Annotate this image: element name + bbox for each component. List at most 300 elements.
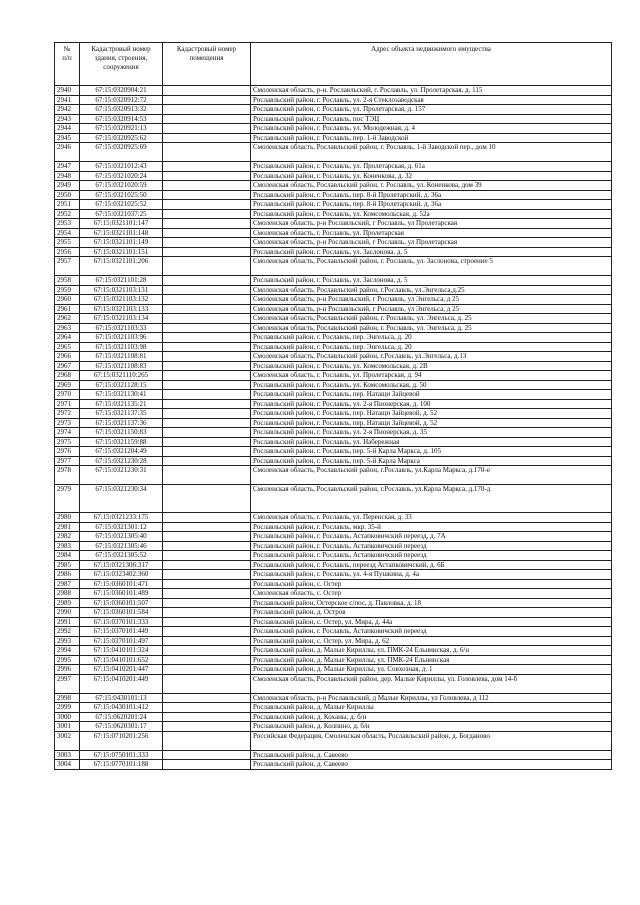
table-row	[55, 390, 612, 400]
table-row	[55, 665, 612, 675]
address: Рославльский район, г. Рославль, Астапковичский переезд	[251, 627, 612, 637]
table-row	[55, 437, 612, 447]
row-number: 2998	[55, 693, 80, 703]
row-number: 2954	[55, 228, 80, 238]
room-cadastral-number	[163, 551, 251, 561]
address: Рославльский район, с. Остер, ул. Мира, д. 44а	[251, 617, 612, 627]
row-number: 2994	[55, 646, 80, 656]
cadastral-number: 67:15:0321130:41	[80, 390, 163, 400]
table-row	[55, 304, 612, 314]
room-cadastral-number	[163, 238, 251, 248]
table-row	[55, 114, 612, 124]
table-row	[55, 314, 612, 324]
row-number: 2952	[55, 209, 80, 219]
table-row	[55, 513, 612, 523]
room-cadastral-number	[163, 190, 251, 200]
table-row	[55, 522, 612, 532]
table-row	[55, 342, 612, 352]
room-cadastral-number	[163, 295, 251, 305]
room-cadastral-number	[163, 361, 251, 371]
table-row	[55, 95, 612, 105]
table-row	[55, 86, 612, 96]
cadastral-number: 67:15:0320921:13	[80, 124, 163, 134]
cadastral-number: 67:15:0320925:62	[80, 133, 163, 143]
address: Рославльский район, г. Рославль, ул. Заслонова, д. 5	[251, 276, 612, 286]
room-cadastral-number	[163, 693, 251, 703]
address: Смоленская область, Рославльский район, г.Рославль, ул.Карла Маркса, д.170-е	[251, 466, 612, 485]
address: Рославльский район, г. Рославль, пер. Натащи Зайцевой, д. 52	[251, 418, 612, 428]
address: Рославльский район, Остерское с/пос, д. Павловка, д. 18	[251, 598, 612, 608]
row-number: 2988	[55, 589, 80, 599]
table-row	[55, 171, 612, 181]
room-cadastral-number	[163, 285, 251, 295]
cadastral-number: 67:15:0321101:148	[80, 228, 163, 238]
address: Рославльский район, г. Рославль, ул. 2-я Пионерская, д. 35	[251, 428, 612, 438]
row-number: 3001	[55, 722, 80, 732]
row-number: 2942	[55, 105, 80, 115]
row-number: 2950	[55, 190, 80, 200]
address: Смоленская область, г. Рославль, ул. Пролетарская	[251, 228, 612, 238]
table-row	[55, 560, 612, 570]
row-number: 2945	[55, 133, 80, 143]
table-row	[55, 646, 612, 656]
table-row	[55, 428, 612, 438]
address: Рославльский район, г. Рославль, ул. Пролетарская, д. 61а	[251, 162, 612, 172]
cadastral-number: 67:15:0321305:46	[80, 541, 163, 551]
address: Смоленская область, г. Рославль, ул. Перенская, д. 33	[251, 513, 612, 523]
room-cadastral-number	[163, 541, 251, 551]
table-row	[55, 541, 612, 551]
room-cadastral-number	[163, 171, 251, 181]
row-number: 2955	[55, 238, 80, 248]
room-cadastral-number	[163, 598, 251, 608]
address: Рославльский район, г. Рославль, ул. Коненкова, д. 32	[251, 171, 612, 181]
cadastral-number: 67:15:0320925:69	[80, 143, 163, 162]
cadastral-number: 67:15:0321103:98	[80, 342, 163, 352]
address: Рославльский район, г. Рославль, ул. Комсомольская, д. 52а	[251, 209, 612, 219]
cadastral-number: 67:15:0321025:50	[80, 190, 163, 200]
table-row	[55, 285, 612, 295]
row-number: 2943	[55, 114, 80, 124]
cadastral-number: 67:15:0321204:49	[80, 447, 163, 457]
room-cadastral-number	[163, 228, 251, 238]
header-address: Адрес объекта недвижимого имущества	[251, 43, 612, 86]
room-cadastral-number	[163, 437, 251, 447]
row-number: 2956	[55, 247, 80, 257]
cadastral-number: 67:15:0321305:52	[80, 551, 163, 561]
row-number: 2982	[55, 532, 80, 542]
cadastral-number: 67:15:0360101:489	[80, 589, 163, 599]
room-cadastral-number	[163, 162, 251, 172]
address: Рославльский район, г. Рославль, ул. Комсомольская, д. 2В	[251, 361, 612, 371]
header-number: № п/п	[55, 43, 80, 86]
row-number: 2962	[55, 314, 80, 324]
table-row	[55, 551, 612, 561]
cadastral-number: 67:15:0320904:21	[80, 86, 163, 96]
row-number: 3004	[55, 760, 80, 770]
row-number: 2940	[55, 86, 80, 96]
table-body	[55, 86, 612, 770]
table-row	[55, 485, 612, 513]
room-cadastral-number	[163, 276, 251, 286]
room-cadastral-number	[163, 333, 251, 343]
table-row	[55, 608, 612, 618]
address: Смоленская область, р-н Рославльский, г Рославль, ул Пролетарская	[251, 238, 612, 248]
row-number: 2996	[55, 665, 80, 675]
cadastral-number: 67:15:0620201:24	[80, 712, 163, 722]
cadastral-number: 67:15:0410201:449	[80, 674, 163, 693]
room-cadastral-number	[163, 247, 251, 257]
cadastral-number: 67:15:0321230:31	[80, 466, 163, 485]
room-cadastral-number	[163, 674, 251, 693]
row-number: 2976	[55, 447, 80, 457]
address: Рославльский район, г. Рославль, Астапковичский переезд, д. 7А	[251, 532, 612, 542]
row-number: 2992	[55, 627, 80, 637]
room-cadastral-number	[163, 181, 251, 191]
address: Рославльский район, д. Коханы, д. б/н	[251, 712, 612, 722]
address: Российская Федерация, Смоленская область, Рославльский район, д. Богданово	[251, 731, 612, 750]
cadastral-number: 67:15:0321135:21	[80, 399, 163, 409]
table-row	[55, 712, 612, 722]
table-row	[55, 352, 612, 362]
row-number: 2989	[55, 598, 80, 608]
row-number: 3002	[55, 731, 80, 750]
room-cadastral-number	[163, 636, 251, 646]
address: Рославльский район, д. Малые Кириллы, ул. Совхозная, д. 1	[251, 665, 612, 675]
address: Рославльский район, г. Рославль, пер. 1-й Заводской	[251, 133, 612, 143]
address: Смоленская область, р-н Рославльский, г Рославль, ул Энгельса, д 25	[251, 304, 612, 314]
table-row	[55, 466, 612, 485]
room-cadastral-number	[163, 627, 251, 637]
room-cadastral-number	[163, 95, 251, 105]
cadastral-number: 67:15:0320912:72	[80, 95, 163, 105]
room-cadastral-number	[163, 655, 251, 665]
room-cadastral-number	[163, 485, 251, 513]
cadastral-number: 67:15:0321037:25	[80, 209, 163, 219]
table-row	[55, 133, 612, 143]
cadastral-number: 67:15:0321101:151	[80, 247, 163, 257]
cadastral-number: 67:15:0321305:40	[80, 532, 163, 542]
room-cadastral-number	[163, 314, 251, 324]
address: Рославльский район, г. Рославль, ул. 2-я Пионерская, д. 100	[251, 399, 612, 409]
address: Смоленская область, Рославльский район, г.Рославль, ул.Энгельса,д.25	[251, 285, 612, 295]
row-number: 2969	[55, 380, 80, 390]
room-cadastral-number	[163, 257, 251, 276]
row-number: 2975	[55, 437, 80, 447]
room-cadastral-number	[163, 304, 251, 314]
row-number: 2974	[55, 428, 80, 438]
room-cadastral-number	[163, 390, 251, 400]
table-row	[55, 570, 612, 580]
cadastral-number: 67:15:0321101:206	[80, 257, 163, 276]
address: Рославльский район, д. Малые Кириллы	[251, 703, 612, 713]
room-cadastral-number	[163, 447, 251, 457]
table-row	[55, 181, 612, 191]
address: Рославльский район, г. Рославль, пер. 5-й Карла Маркса	[251, 456, 612, 466]
address: Рославльский район, г. Рославль, пер. Энгельса, д. 20	[251, 342, 612, 352]
room-cadastral-number	[163, 570, 251, 580]
table-row	[55, 276, 612, 286]
cadastral-number: 67:15:0321020:59	[80, 181, 163, 191]
room-cadastral-number	[163, 522, 251, 532]
room-cadastral-number	[163, 731, 251, 750]
table-row	[55, 143, 612, 162]
cadastral-number: 67:15:0321150:83	[80, 428, 163, 438]
cadastral-number: 67:15:0321103:33	[80, 323, 163, 333]
table-row	[55, 333, 612, 343]
cadastral-number: 67:15:0321301:12	[80, 522, 163, 532]
row-number: 2948	[55, 171, 80, 181]
cadastral-number: 67:15:0323402:360	[80, 570, 163, 580]
address: Рославльский район, д. Колпино, д. б/н	[251, 722, 612, 732]
row-number: 2972	[55, 409, 80, 419]
table-row	[55, 731, 612, 750]
address: Смоленская область, г. Рославль, ул. Пролетарская, д. 94	[251, 371, 612, 381]
table-row	[55, 323, 612, 333]
table-row	[55, 295, 612, 305]
cadastral-number: 67:15:0321110:265	[80, 371, 163, 381]
table-row	[55, 418, 612, 428]
table-row	[55, 456, 612, 466]
table-row	[55, 409, 612, 419]
row-number: 2973	[55, 418, 80, 428]
room-cadastral-number	[163, 760, 251, 770]
cadastral-number: 67:15:0370101:333	[80, 617, 163, 627]
table-row	[55, 371, 612, 381]
cadastral-number: 67:15:0410101:652	[80, 655, 163, 665]
row-number: 2990	[55, 608, 80, 618]
cadastral-number: 67:15:0360101:471	[80, 579, 163, 589]
row-number: 2978	[55, 466, 80, 485]
room-cadastral-number	[163, 209, 251, 219]
cadastral-number: 67:15:0321103:96	[80, 333, 163, 343]
address: Рославльский район, д. Малые Кириллы, ул. ПМК-24 Ельнинская, д. 6/н	[251, 646, 612, 656]
room-cadastral-number	[163, 646, 251, 656]
row-number: 2967	[55, 361, 80, 371]
row-number: 2979	[55, 485, 80, 513]
property-table	[54, 42, 612, 770]
row-number: 2977	[55, 456, 80, 466]
table-row	[55, 238, 612, 248]
address: Рославльский район, г. Рославль, пер. Натащи Зайцевой, д. 52	[251, 409, 612, 419]
cadastral-number: 67:15:0750101:333	[80, 750, 163, 760]
table-row	[55, 703, 612, 713]
address: Рославльский район, г. Рославль, пер. 8-й Пролетарский, д. 36а	[251, 190, 612, 200]
room-cadastral-number	[163, 323, 251, 333]
address: Рославльский район, г. Рославль, ул. Заслонова, д. 5	[251, 247, 612, 257]
row-number: 2947	[55, 162, 80, 172]
address: Смоленская область, Рославльский район, г. Рославль, ул. Заслонова, строение 5	[251, 257, 612, 276]
row-number: 3003	[55, 750, 80, 760]
table-row	[55, 760, 612, 770]
cadastral-number: 67:15:0370101:449	[80, 627, 163, 637]
room-cadastral-number	[163, 703, 251, 713]
table-row	[55, 579, 612, 589]
cadastral-number: 67:15:0321233:175	[80, 513, 163, 523]
cadastral-number: 67:15:0321103:131	[80, 285, 163, 295]
cadastral-number: 67:15:0620301:17	[80, 722, 163, 732]
cadastral-number: 67:15:0321128:15	[80, 380, 163, 390]
row-number: 2995	[55, 655, 80, 665]
row-number: 2986	[55, 570, 80, 580]
row-number: 2993	[55, 636, 80, 646]
row-number: 2965	[55, 342, 80, 352]
address: Смоленская область, Рославльский район, г.Рославль, ул.Карла Маркса, д.170-д	[251, 485, 612, 513]
address: Рославльский район, г. Рославль, мкр. 35-й	[251, 522, 612, 532]
cadastral-number: 67:15:0320914:53	[80, 114, 163, 124]
cadastral-number: 67:15:0410101:324	[80, 646, 163, 656]
row-number: 2980	[55, 513, 80, 523]
address: Смоленская область, р-н. Рославльский, г. Рославль, ул. Пролетарская, д. 115	[251, 86, 612, 96]
cadastral-number: 67:15:0710201:256	[80, 731, 163, 750]
address: Смоленская область, р-н Рославльский, г Рославль, ул Энгельса, д 25	[251, 295, 612, 305]
cadastral-number: 67:15:0410201:447	[80, 665, 163, 675]
table-row	[55, 589, 612, 599]
cadastral-number: 67:15:0321020:24	[80, 171, 163, 181]
row-number: 2985	[55, 560, 80, 570]
cadastral-number: 67:15:0770101:188	[80, 760, 163, 770]
header-cadastral-room: Кадастровый номер помещения	[163, 43, 251, 86]
address: Смоленская область, Рославльский район, г. Рославль, ул. Энгельса, д. 25	[251, 323, 612, 333]
row-number: 2944	[55, 124, 80, 134]
row-number: 2997	[55, 674, 80, 693]
address: Рославльский район, г. Рославль, пер. Энгельса, д. 20	[251, 333, 612, 343]
room-cadastral-number	[163, 219, 251, 229]
cadastral-number: 67:15:0321137:36	[80, 418, 163, 428]
address: Смоленская область, с. Остер	[251, 589, 612, 599]
cadastral-number: 67:15:0360101:507	[80, 598, 163, 608]
address: Рославльский район, д. Остров	[251, 608, 612, 618]
table-row	[55, 247, 612, 257]
table-row	[55, 598, 612, 608]
row-number: 3000	[55, 712, 80, 722]
row-number: 2971	[55, 399, 80, 409]
table-row	[55, 627, 612, 637]
cadastral-number: 67:15:0321101:149	[80, 238, 163, 248]
table-row	[55, 617, 612, 627]
table-row	[55, 380, 612, 390]
room-cadastral-number	[163, 200, 251, 210]
row-number: 2963	[55, 323, 80, 333]
cadastral-number: 67:15:0321230:28	[80, 456, 163, 466]
cadastral-number: 67:15:0321012:43	[80, 162, 163, 172]
address: Рославльский район, г. Рославль, ул. Комсомольская, д. 50	[251, 380, 612, 390]
row-number: 2946	[55, 143, 80, 162]
cadastral-number: 67:15:0370101:497	[80, 636, 163, 646]
table-row	[55, 219, 612, 229]
room-cadastral-number	[163, 579, 251, 589]
room-cadastral-number	[163, 399, 251, 409]
table-row	[55, 200, 612, 210]
cadastral-number: 67:15:0321025:52	[80, 200, 163, 210]
address: Смоленская область, Рославльский район, г. Рославль, 1-й Заводской пер., дом 10	[251, 143, 612, 162]
room-cadastral-number	[163, 665, 251, 675]
table-row	[55, 722, 612, 732]
cadastral-number: 67:15:0360101:584	[80, 608, 163, 618]
table-row	[55, 105, 612, 115]
cadastral-number: 67:15:0321230:34	[80, 485, 163, 513]
row-number: 2958	[55, 276, 80, 286]
cadastral-number: 67:15:0321108:83	[80, 361, 163, 371]
table-row	[55, 532, 612, 542]
address: Рославльский район, г. Рославль, ул. Молодежная, д. 4	[251, 124, 612, 134]
room-cadastral-number	[163, 352, 251, 362]
row-number: 2981	[55, 522, 80, 532]
table-row	[55, 655, 612, 665]
row-number: 2983	[55, 541, 80, 551]
address: Смоленская область, Рославльский район, г. Рославль, ул. Коненкова, дом 39	[251, 181, 612, 191]
address: Рославльский район, д. Савеево	[251, 750, 612, 760]
address: Рославльский район, г. Рославль, переезд Астапковичский, д. 6Б	[251, 560, 612, 570]
table-row	[55, 124, 612, 134]
room-cadastral-number	[163, 409, 251, 419]
room-cadastral-number	[163, 371, 251, 381]
room-cadastral-number	[163, 456, 251, 466]
room-cadastral-number	[163, 466, 251, 485]
table-row	[55, 209, 612, 219]
table-row	[55, 636, 612, 646]
table-header-row	[55, 43, 612, 86]
cadastral-number: 67:15:0320913:32	[80, 105, 163, 115]
row-number: 2961	[55, 304, 80, 314]
address: Смоленская область, р-н Рославльский, д Малые Кириллы, ул Головлева, д 112	[251, 693, 612, 703]
table-row	[55, 674, 612, 693]
row-number: 2999	[55, 703, 80, 713]
room-cadastral-number	[163, 105, 251, 115]
row-number: 2970	[55, 390, 80, 400]
address: Рославльский район, г. Рославль, пос ТЭЦ	[251, 114, 612, 124]
row-number: 2953	[55, 219, 80, 229]
table-row	[55, 257, 612, 276]
address: Смоленская область, Рославльский район, дер. Малые Кириллы, ул. Головлева, дом 14-б	[251, 674, 612, 693]
address: Рославльский район, г. Рославль, ул. 2-я Стеклозаводская	[251, 95, 612, 105]
room-cadastral-number	[163, 750, 251, 760]
room-cadastral-number	[163, 532, 251, 542]
row-number: 2968	[55, 371, 80, 381]
address: Смоленская область, Рославльский район, г.Рославль, ул.Энгельса, д.13	[251, 352, 612, 362]
cadastral-number: 67:15:0321103:132	[80, 295, 163, 305]
room-cadastral-number	[163, 342, 251, 352]
address: Рославльский район, г. Рославль, ул. 4-я Пушкина, д. 4а	[251, 570, 612, 580]
address: Рославльский район, г. Рославль, пер. 5-й Карла Маркса, д. 105	[251, 447, 612, 457]
address: Рославльский район, г. Рославль, Астапковичский переезд	[251, 551, 612, 561]
row-number: 2984	[55, 551, 80, 561]
cadastral-number: 67:15:0321101:147	[80, 219, 163, 229]
row-number: 2941	[55, 95, 80, 105]
room-cadastral-number	[163, 589, 251, 599]
address: Рославльский район, с. Остер, ул. Мира, д. 62	[251, 636, 612, 646]
room-cadastral-number	[163, 114, 251, 124]
table-row	[55, 190, 612, 200]
room-cadastral-number	[163, 608, 251, 618]
row-number: 2966	[55, 352, 80, 362]
header-cadastral-building: Кадастровый номер здания, строения, сооружения	[80, 43, 163, 86]
row-number: 2987	[55, 579, 80, 589]
row-number: 2991	[55, 617, 80, 627]
row-number: 2964	[55, 333, 80, 343]
room-cadastral-number	[163, 86, 251, 96]
row-number: 2951	[55, 200, 80, 210]
address: Рославльский район, г. Рославль, ул. Набережная	[251, 437, 612, 447]
address: Рославльский район, г. Рославль, пер. Натащи Зайцевой	[251, 390, 612, 400]
room-cadastral-number	[163, 722, 251, 732]
row-number: 2959	[55, 285, 80, 295]
cadastral-number: 67:15:0321137:35	[80, 409, 163, 419]
room-cadastral-number	[163, 560, 251, 570]
room-cadastral-number	[163, 124, 251, 134]
cadastral-number: 67:15:0321108:81	[80, 352, 163, 362]
cadastral-number: 67:15:0430101:412	[80, 703, 163, 713]
